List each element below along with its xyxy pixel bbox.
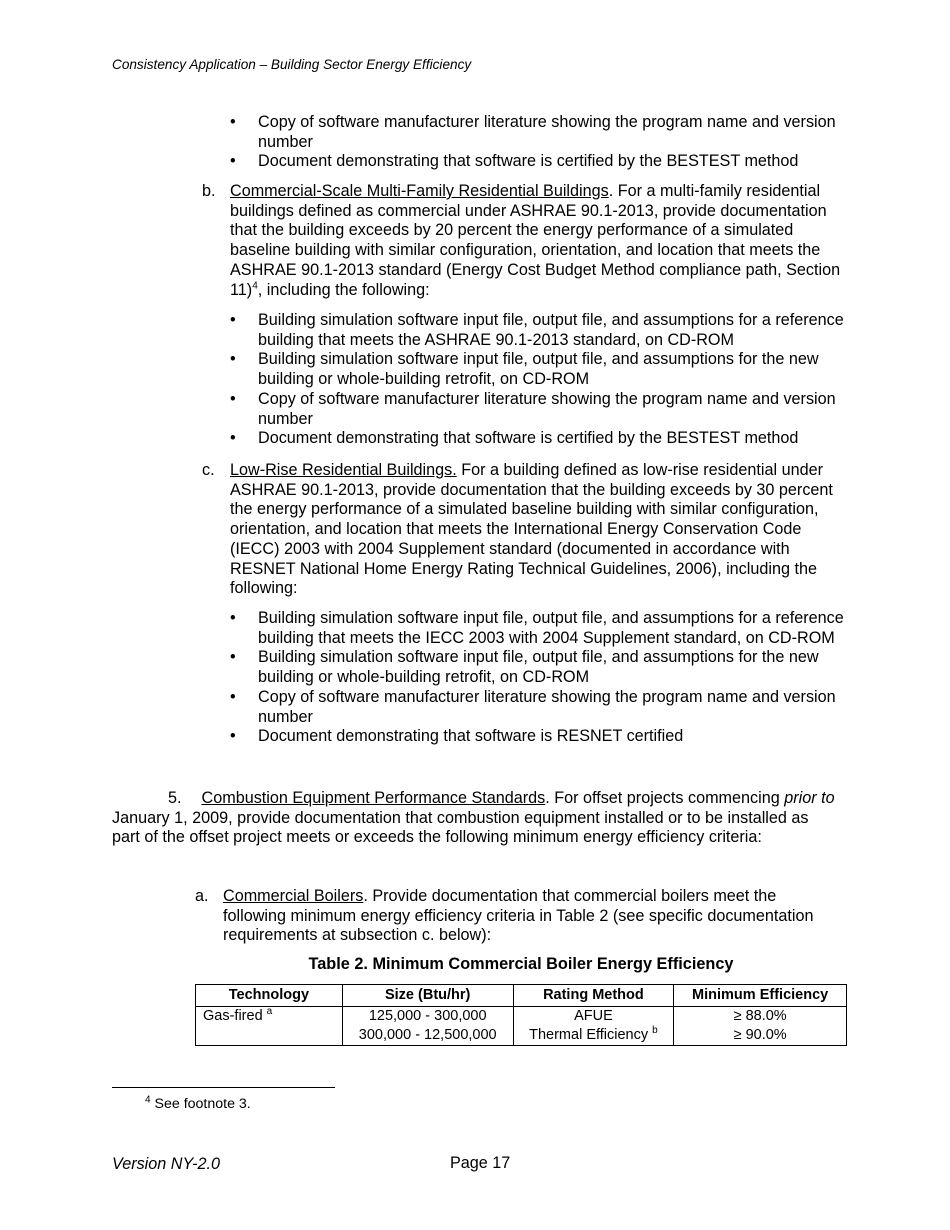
footnote-number: 4 — [145, 1094, 151, 1106]
section-5-title: Combustion Equipment Performance Standards — [201, 789, 546, 807]
technology-cell: Gas-fired $^a$ — [196, 1007, 343, 1046]
list-item: • Document demonstrating that software is RESNET certified — [230, 727, 684, 746]
footer-version: Version NY-2.0 — [112, 1155, 220, 1173]
list-item: • Document demonstrating that software is certified by the BESTEST method — [230, 152, 799, 171]
column-header: Size (Btu/hr) — [342, 985, 513, 1007]
bullet-icon: • — [230, 389, 236, 408]
footnote-ref: 4 — [252, 280, 258, 292]
item-c-title: Low-Rise Residential Buildings. — [230, 461, 457, 479]
footnote-separator — [112, 1087, 335, 1088]
item-c-bullets — [230, 609, 845, 747]
section-5-paragraph: 5. Combustion Equipment Performance Standards. For offset projects commencing prior to January 1, 2009, provide documentation that combustion equipment installed or to be installed as part of the offset project meets or exceeds the following minimum energy efficiency criteria: — [112, 789, 835, 847]
rating-method-cell: AFUE Thermal Efficiency $^b$ — [513, 1007, 674, 1046]
item-marker: a. — [195, 887, 209, 905]
list-item: • Building simulation software input file, output file, and assumptions for the new building or whole-building retrofit, on CD-ROM — [230, 350, 819, 389]
bullet-icon: • — [230, 311, 236, 329]
table-note-ref: b — [652, 1025, 658, 1037]
bullet-icon: • — [230, 152, 236, 171]
bullet-icon: • — [230, 113, 236, 131]
footnote: $^4$ See footnote 3. — [145, 1094, 251, 1112]
list-item: • Building simulation software input file, output file, and assumptions for the new building or whole-building retrofit, on CD-ROM — [230, 648, 819, 687]
item-a-paragraph: a. Commercial Boilers. Provide documentation that commercial boilers meet the following minimum energy efficiency criteria in Table 2 (see specific documentation requirements at subsection c. below): — [195, 887, 814, 945]
item-marker: b. — [202, 182, 216, 200]
bullet-icon: • — [230, 648, 236, 667]
item-c-paragraph: c. Low-Rise Residential Buildings. For a building defined as low-rise residential under ASHRAE 90.1-2013, provide documentation that the building exceeds by 30 percent the energy performance of a simulated baseline building with similar configuration, orientation, and location that meets the International Energy Conservation Code (IECC) 2003 with 2004 Supplement standard (documented in accordance with RESNET National Home Energy Rating Technical Guidelines, 2006), including the following: — [202, 461, 833, 598]
table-caption: Table 2. Minimum Commercial Boiler Energy Efficiency — [308, 955, 734, 973]
table-header-row — [196, 985, 847, 1007]
column-header: Rating Method — [513, 985, 674, 1007]
item-b-bullets — [230, 311, 845, 449]
list-item: • Copy of software manufacturer literature showing the program name and version number — [230, 687, 836, 726]
list-item: • Building simulation software input file, output file, and assumptions for a reference building that meets the ASHRAE 90.1-2013 standard, on CD-ROM — [230, 311, 844, 349]
boiler-efficiency-table — [195, 984, 847, 1046]
bullet-icon: • — [230, 687, 236, 706]
item-b-title: Commercial-Scale Multi-Family Residential Buildings — [230, 182, 609, 200]
bullet-list-continued — [230, 113, 845, 172]
bullet-icon: • — [230, 429, 236, 448]
bullet-icon: • — [230, 609, 236, 627]
table-row — [196, 1007, 847, 1046]
list-item: • Copy of software manufacturer literature showing the program name and version number — [230, 389, 836, 428]
item-b-paragraph: b. Commercial-Scale Multi-Family Residential Buildings. For a multi-family residential buildings defined as commercial under ASHRAE 90.1-2013, provide documentation that the building exceeds by 20 percent the energy performance of a simulated baseline building with similar configuration, orientation, and location that meets the ASHRAE 90.1-2013 standard (Energy Cost Budget Method compliance path, Section 11)$^4$, including the following: — [202, 182, 841, 299]
table-note-ref: a — [266, 1006, 273, 1018]
page-number: Page 17 — [450, 1154, 511, 1172]
list-item: • Document demonstrating that software is certified by the BESTEST method — [230, 429, 799, 448]
size-cell: 125,000 - 300,000 300,000 - 12,500,000 — [342, 1007, 513, 1046]
item-marker: c. — [202, 461, 215, 479]
bullet-icon: • — [230, 727, 236, 746]
item-a-title: Commercial Boilers — [223, 887, 364, 905]
running-header: Consistency Application – Building Sector Energy Efficiency — [112, 57, 472, 72]
list-item: • Building simulation software input file, output file, and assumptions for a reference building that meets the IECC 2003 with 2004 Supplement standard, on CD-ROM — [230, 609, 844, 647]
efficiency-cell: ≥ 88.0% ≥ 90.0% — [674, 1007, 847, 1046]
column-header: Technology — [196, 985, 343, 1007]
column-header: Minimum Efficiency — [674, 985, 847, 1007]
emphasis: prior to — [784, 789, 835, 807]
bullet-icon: • — [230, 350, 236, 369]
section-number: 5. — [168, 789, 182, 807]
list-item: • Copy of software manufacturer literature showing the program name and version number — [230, 113, 836, 151]
